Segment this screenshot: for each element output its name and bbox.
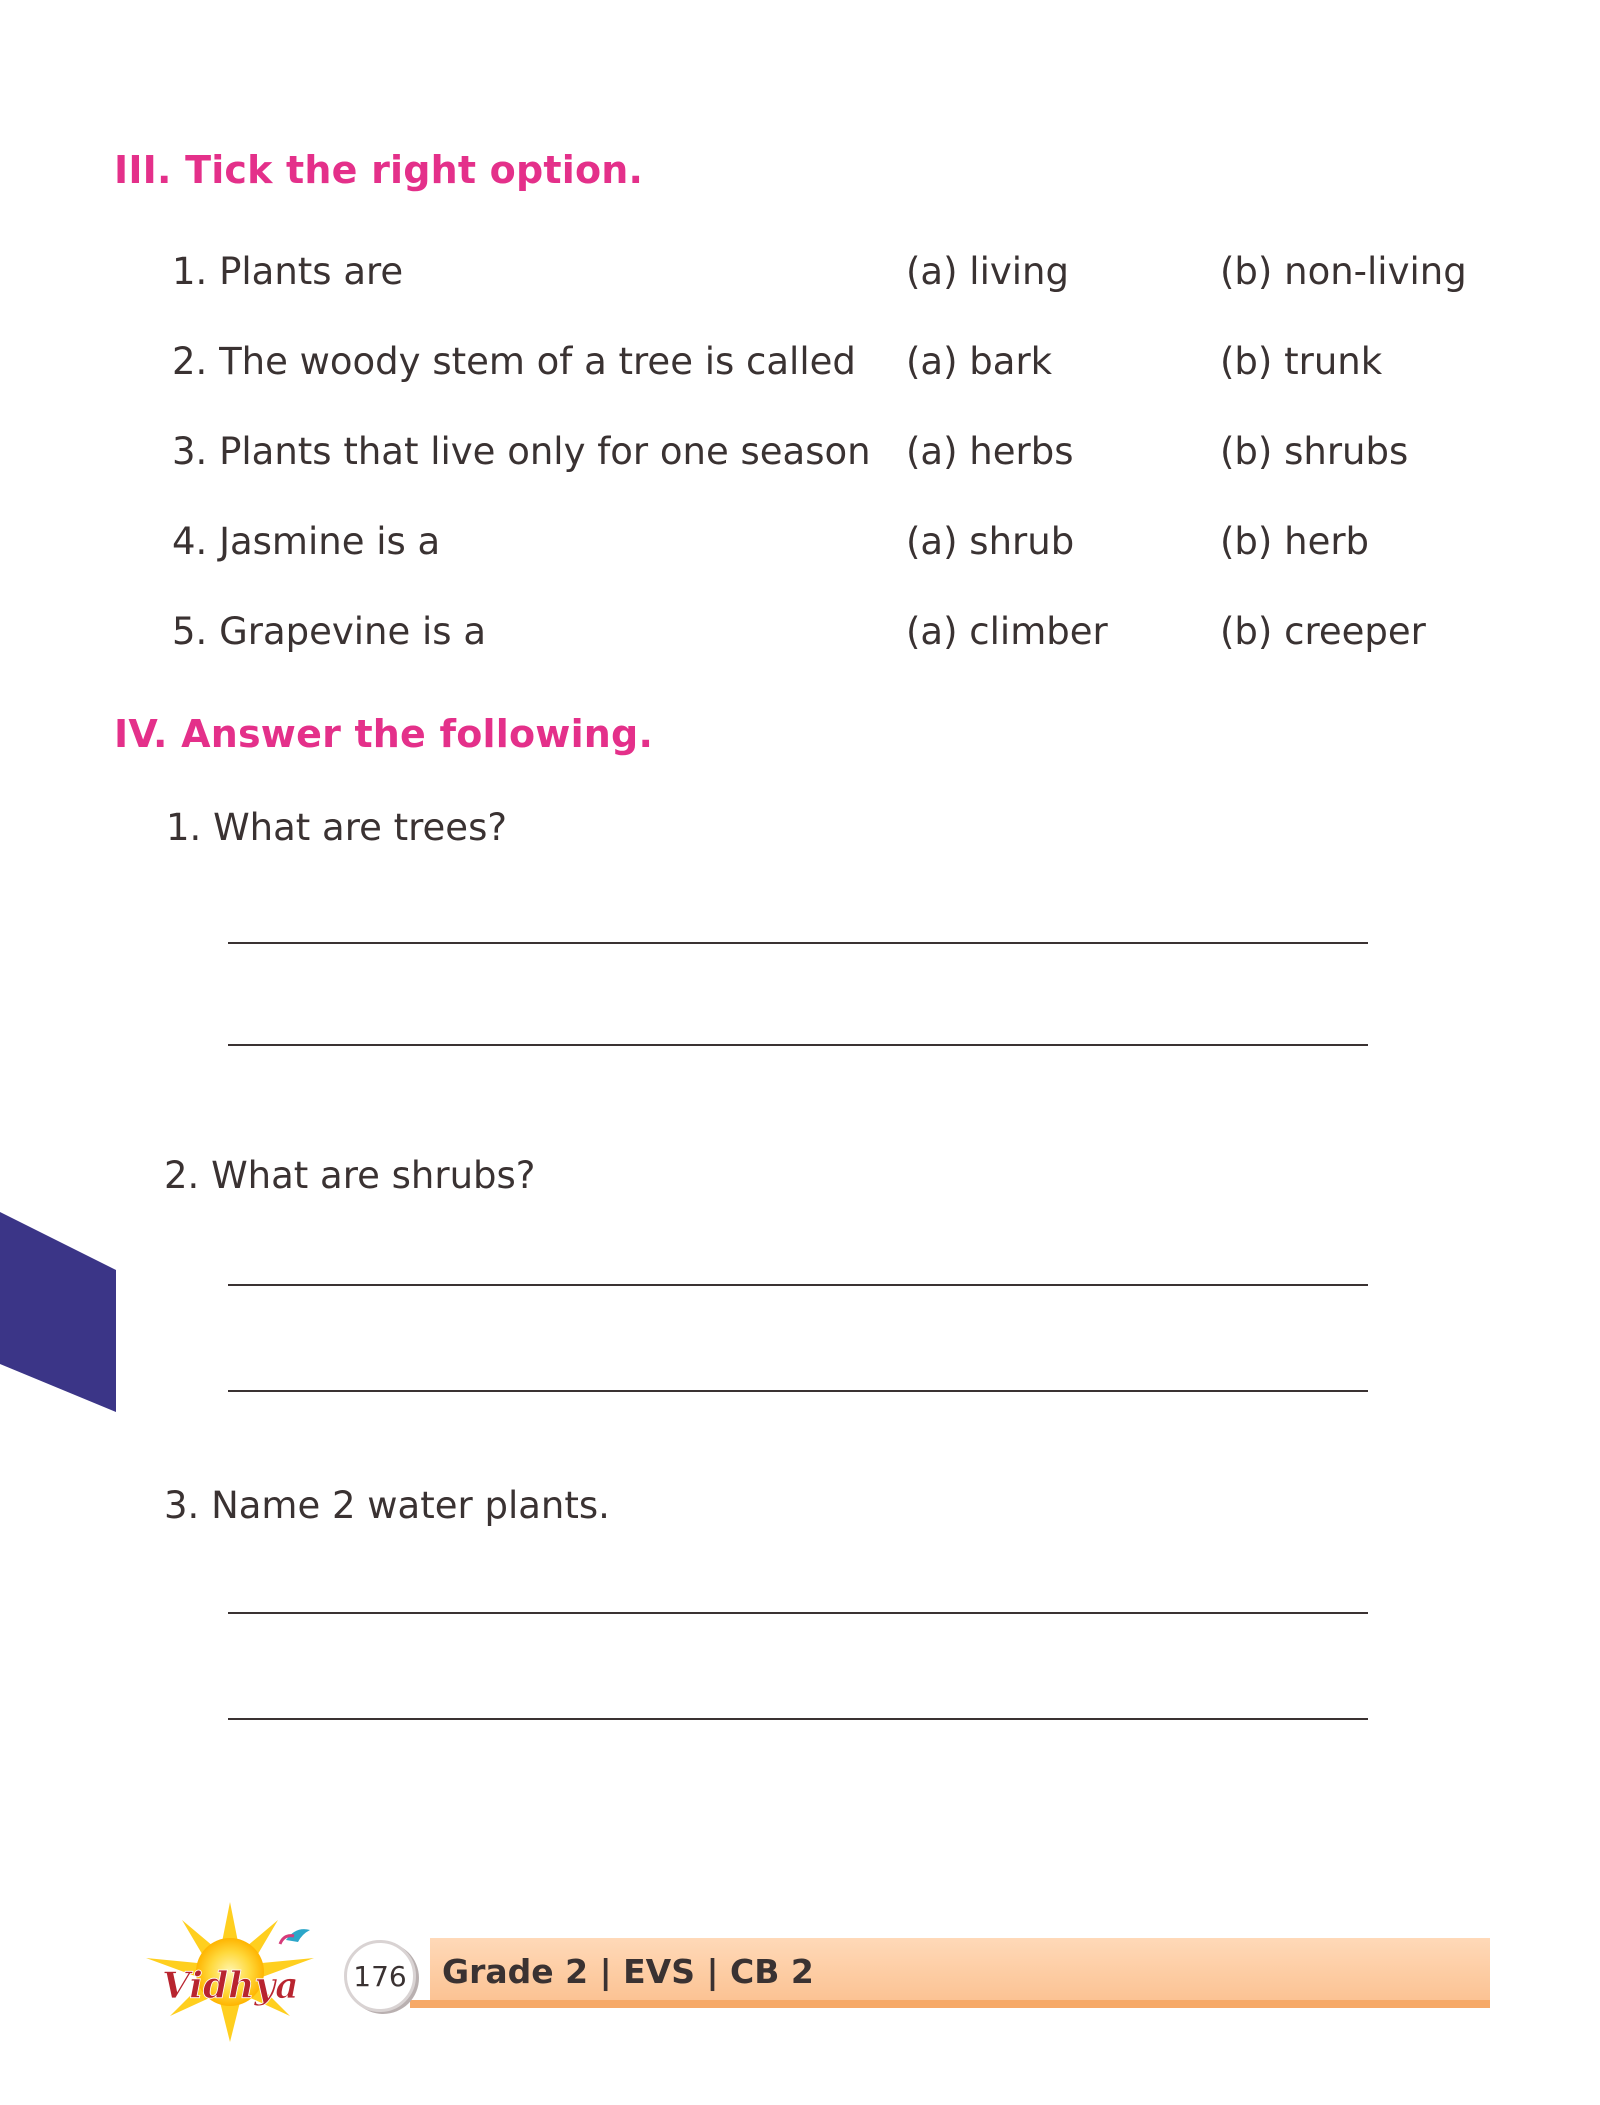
answer-question-1: 1. What are trees?	[166, 806, 507, 849]
question-text: 1. Plants are	[172, 250, 404, 293]
page-number: 176	[344, 1940, 416, 2012]
option-a[interactable]: (a) herbs	[906, 430, 1074, 473]
side-tab-decoration	[0, 1212, 118, 1412]
page-footer	[110, 1900, 1490, 2060]
answer-line[interactable]	[228, 1390, 1368, 1392]
footer-label: Grade 2 | EVS | CB 2	[442, 1952, 814, 1991]
answer-line[interactable]	[228, 942, 1368, 944]
answer-line[interactable]	[228, 1284, 1368, 1286]
logo-wordmark: Vidhya	[162, 1965, 299, 2007]
option-a[interactable]: (a) living	[906, 250, 1069, 293]
question-text: 3. Plants that live only for one season	[172, 430, 871, 473]
option-b[interactable]: (b) non-living	[1220, 250, 1467, 293]
answer-line[interactable]	[228, 1612, 1368, 1614]
option-b[interactable]: (b) trunk	[1220, 340, 1383, 383]
option-b[interactable]: (b) herb	[1220, 520, 1370, 563]
option-a[interactable]: (a) shrub	[906, 520, 1075, 563]
option-a[interactable]: (a) bark	[906, 340, 1053, 383]
section-3-heading: III. Tick the right option.	[114, 148, 644, 192]
option-b[interactable]: (b) creeper	[1220, 610, 1426, 653]
footer-bar-accent	[410, 2000, 1490, 2008]
question-text: 5. Grapevine is a	[172, 610, 487, 653]
section-4-heading: IV. Answer the following.	[114, 712, 654, 756]
question-text: 2. The woody stem of a tree is called	[172, 340, 856, 383]
answer-line[interactable]	[228, 1044, 1368, 1046]
answer-line[interactable]	[228, 1718, 1368, 1720]
option-b[interactable]: (b) shrubs	[1220, 430, 1409, 473]
question-text: 4. Jasmine is a	[172, 520, 441, 563]
answer-question-3: 3. Name 2 water plants.	[164, 1484, 610, 1527]
option-a[interactable]: (a) climber	[906, 610, 1108, 653]
answer-question-2: 2. What are shrubs?	[164, 1154, 536, 1197]
vidhya-logo	[110, 1900, 370, 2050]
